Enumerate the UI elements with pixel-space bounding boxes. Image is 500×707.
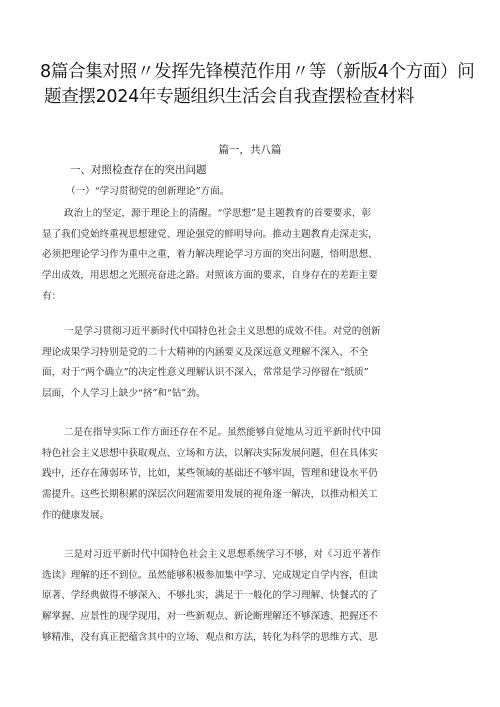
paragraph-line: 二是在指导实际工作方面还存在不足。虽然能够自觉地从习近平新时代中国 bbox=[64, 427, 381, 438]
paragraph-line: 选读》理解的还不到位。虽然能够积极参加集中学习、完成规定自学内容，但读 bbox=[42, 569, 378, 581]
paragraph-line: 理论成果学习特别是党的二十大精神的内涵要义及深远意义理解不深入、不全 bbox=[42, 346, 369, 358]
title-line-1: 8篇合集对照〃发挥先锋模范作用〃等（新版4个方面）问 bbox=[40, 62, 475, 82]
sub-item-heading bbox=[66, 182, 466, 203]
paragraph-line: 一是学习贯彻习近平新时代中国特色社会主义思想的成效不佳。对党的创新 bbox=[64, 326, 381, 337]
paragraph-line: 践中，还存在薄弱环节，比如，某些领域的基础还不够牢固，管理和建设水平仍 bbox=[42, 468, 378, 480]
document-title bbox=[40, 60, 475, 110]
paragraph-1 bbox=[42, 204, 464, 308]
sub-heading: 一、对照检查存在的突出问题 bbox=[70, 164, 207, 176]
sub-item-text: （一）“学习贯彻党的创新理论”方面。 bbox=[66, 186, 230, 197]
paragraph-line: 够精准，没有真正把蕴含其中的立场、观点和方法，转化为科学的思维方式、思 bbox=[42, 631, 378, 643]
paragraph-line: 原著、学经典做得不够深入、不够扎实，满足于一般化的学习理解、快餐式的了 bbox=[42, 590, 378, 602]
paragraph-line: 作的健康发展。 bbox=[42, 509, 110, 521]
paragraph-line: 特色社会主义思想中获取观点、立场和方法，以解决实际发展问题，但在具体实 bbox=[42, 447, 378, 459]
paragraph-3 bbox=[42, 423, 464, 527]
section-heading: 篇一，共八篇 bbox=[218, 144, 282, 156]
paragraph-line: 有： bbox=[42, 290, 62, 302]
paragraph-line: 解掌握、应景性的现学现用，对一些新观点、新论断理解还不够深透、把握还不 bbox=[42, 611, 378, 623]
paragraph-line: 显了我们党始终重视思想建党、理论强党的鲜明导向。推动主题教育走深走实， bbox=[42, 228, 378, 240]
paragraph-line: 三是对习近平新时代中国特色社会主义思想系统学习不够，对《习近平著作 bbox=[64, 549, 381, 560]
paragraph-line: 需提升。这些长期积累的深层次问题需要用发展的视角逐一解决，以推动相关工 bbox=[42, 489, 378, 501]
paragraph-line: 政治上的坚定，源于理论上的清醒。“学思想”是主题教育的首要要求，彰 bbox=[64, 208, 372, 219]
paragraph-line: 面，对于“两个确立”的决定性意义理解认识不深入，常常是学习停留在“纸质” bbox=[42, 367, 369, 379]
paragraph-line: 必须把理论学习作为重中之重，着力解决理论学习方面的突出问题，悟明思想、 bbox=[42, 249, 378, 261]
paragraph-2 bbox=[42, 322, 464, 405]
paragraph-4 bbox=[42, 545, 464, 649]
paragraph-line: 层面，个人学习上缺少“挤”和“钻”劲。 bbox=[42, 388, 206, 400]
paragraph-line: 学出成效，用思想之光照亮奋进之路。对照该方面的要求，自身存在的差距主要 bbox=[42, 270, 378, 282]
title-line-2: 题查摆2024年专题组织生活会自我查摆检查材料 bbox=[44, 87, 415, 107]
